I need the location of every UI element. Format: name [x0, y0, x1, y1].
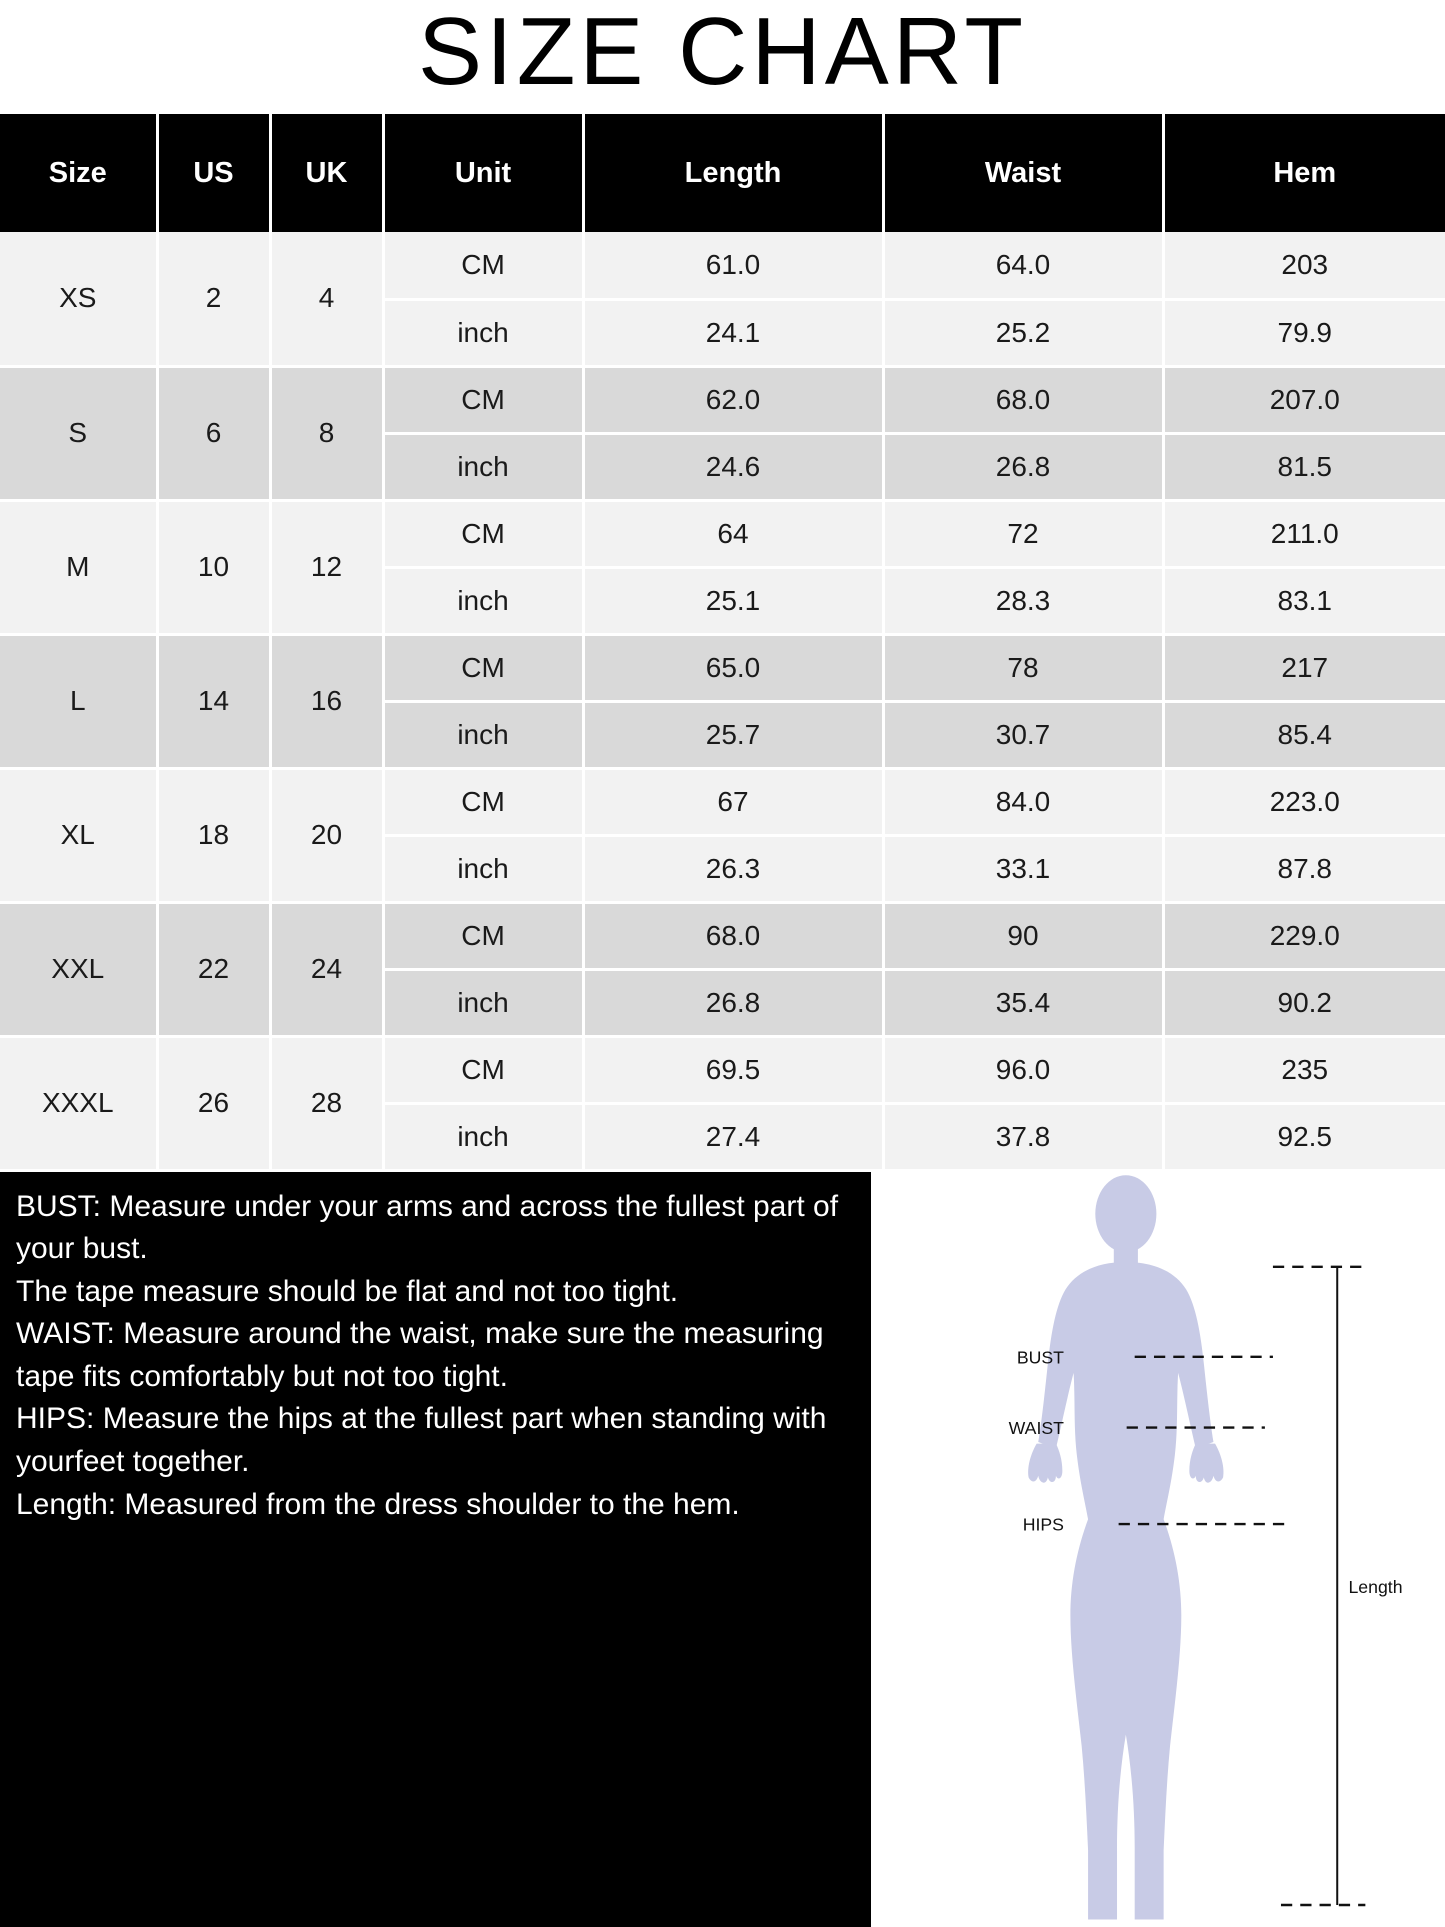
table-row [0, 366, 1445, 433]
cell-length: 26.8 [583, 969, 883, 1036]
measurement-figure [871, 1172, 1445, 1927]
cell-waist: 72 [883, 500, 1163, 567]
col-header-unit: Unit [383, 114, 583, 232]
page-title: SIZE CHART [418, 0, 1027, 105]
cell-hem: 83.1 [1163, 567, 1445, 634]
table-row [0, 902, 1445, 969]
cell-waist: 84.0 [883, 768, 1163, 835]
cell-hem: 229.0 [1163, 902, 1445, 969]
col-header-length: Length [583, 114, 883, 232]
cell-unit: inch [383, 1103, 583, 1170]
cell-waist: 68.0 [883, 366, 1163, 433]
female-body-diagram [871, 1172, 1445, 1927]
cell-hem: 85.4 [1163, 701, 1445, 768]
cell-waist: 26.8 [883, 433, 1163, 500]
col-header-waist: Waist [883, 114, 1163, 232]
table-row [0, 634, 1445, 701]
cell-unit: inch [383, 299, 583, 366]
cell-waist: 96.0 [883, 1036, 1163, 1103]
cell-hem: 235 [1163, 1036, 1445, 1103]
cell-unit: CM [383, 634, 583, 701]
cell-length: 67 [583, 768, 883, 835]
cell-waist: 78 [883, 634, 1163, 701]
cell-length: 69.5 [583, 1036, 883, 1103]
cell-hem: 203 [1163, 232, 1445, 299]
cell-waist: 33.1 [883, 835, 1163, 902]
cell-us: 2 [157, 232, 270, 366]
cell-size: S [0, 366, 157, 500]
cell-size: XXL [0, 902, 157, 1036]
cell-waist: 37.8 [883, 1103, 1163, 1170]
table-row [0, 500, 1445, 567]
cell-size: XS [0, 232, 157, 366]
instruction-hips: HIPS: Measure the hips at the fullest part when standing with yourfeet together. [16, 1402, 827, 1479]
col-header-size: Size [0, 114, 157, 232]
cell-hem: 90.2 [1163, 969, 1445, 1036]
cell-waist: 90 [883, 902, 1163, 969]
cell-waist: 28.3 [883, 567, 1163, 634]
body-silhouette-icon [1028, 1175, 1223, 1919]
size-chart-table [0, 114, 1445, 1172]
instruction-bust: BUST: Measure under your arms and across the fullest part of your bust. [16, 1189, 839, 1266]
cell-length: 62.0 [583, 366, 883, 433]
cell-unit: inch [383, 701, 583, 768]
cell-length: 64 [583, 500, 883, 567]
cell-length: 25.1 [583, 567, 883, 634]
cell-uk: 24 [270, 902, 383, 1036]
cell-unit: CM [383, 902, 583, 969]
cell-unit: inch [383, 433, 583, 500]
cell-uk: 20 [270, 768, 383, 902]
cell-length: 65.0 [583, 634, 883, 701]
cell-uk: 4 [270, 232, 383, 366]
table-row [0, 768, 1445, 835]
cell-length: 26.3 [583, 835, 883, 902]
instruction-tape: The tape measure should be flat and not too tight. [16, 1274, 679, 1308]
table-row [0, 232, 1445, 299]
cell-waist: 25.2 [883, 299, 1163, 366]
cell-length: 68.0 [583, 902, 883, 969]
cell-size: XL [0, 768, 157, 902]
cell-hem: 87.8 [1163, 835, 1445, 902]
waist-label: WAIST [1008, 1417, 1064, 1438]
cell-waist: 30.7 [883, 701, 1163, 768]
cell-us: 14 [157, 634, 270, 768]
col-header-us: US [157, 114, 270, 232]
table-row [0, 1036, 1445, 1103]
cell-us: 22 [157, 902, 270, 1036]
col-header-hem: Hem [1163, 114, 1445, 232]
cell-hem: 223.0 [1163, 768, 1445, 835]
cell-hem: 211.0 [1163, 500, 1445, 567]
cell-hem: 217 [1163, 634, 1445, 701]
table-header-row [0, 114, 1445, 232]
cell-waist: 64.0 [883, 232, 1163, 299]
cell-unit: CM [383, 768, 583, 835]
cell-unit: inch [383, 567, 583, 634]
cell-uk: 28 [270, 1036, 383, 1170]
cell-us: 18 [157, 768, 270, 902]
cell-uk: 8 [270, 366, 383, 500]
cell-length: 27.4 [583, 1103, 883, 1170]
cell-unit: inch [383, 969, 583, 1036]
cell-size: M [0, 500, 157, 634]
cell-size: XXXL [0, 1036, 157, 1170]
col-header-uk: UK [270, 114, 383, 232]
instruction-length: Length: Measured from the dress shoulder to the hem. [16, 1487, 740, 1521]
cell-unit: CM [383, 1036, 583, 1103]
cell-length: 24.6 [583, 433, 883, 500]
cell-length: 61.0 [583, 232, 883, 299]
instruction-waist: WAIST: Measure around the waist, make sure the measuring tape fits comfortably but not too tight. [16, 1317, 824, 1393]
length-label: Length [1348, 1576, 1403, 1597]
cell-hem: 207.0 [1163, 366, 1445, 433]
cell-hem: 81.5 [1163, 433, 1445, 500]
cell-unit: CM [383, 232, 583, 299]
cell-waist: 35.4 [883, 969, 1163, 1036]
cell-uk: 12 [270, 500, 383, 634]
cell-hem: 79.9 [1163, 299, 1445, 366]
cell-us: 10 [157, 500, 270, 634]
cell-us: 6 [157, 366, 270, 500]
cell-length: 25.7 [583, 701, 883, 768]
cell-length: 24.1 [583, 299, 883, 366]
cell-uk: 16 [270, 634, 383, 768]
cell-size: L [0, 634, 157, 768]
cell-unit: CM [383, 366, 583, 433]
cell-unit: CM [383, 500, 583, 567]
cell-unit: inch [383, 835, 583, 902]
cell-us: 26 [157, 1036, 270, 1170]
measurement-instructions [0, 1172, 871, 1927]
bottom-section [0, 1172, 1445, 1927]
bust-label: BUST [1016, 1346, 1064, 1367]
hips-label: HIPS [1022, 1513, 1064, 1534]
cell-hem: 92.5 [1163, 1103, 1445, 1170]
